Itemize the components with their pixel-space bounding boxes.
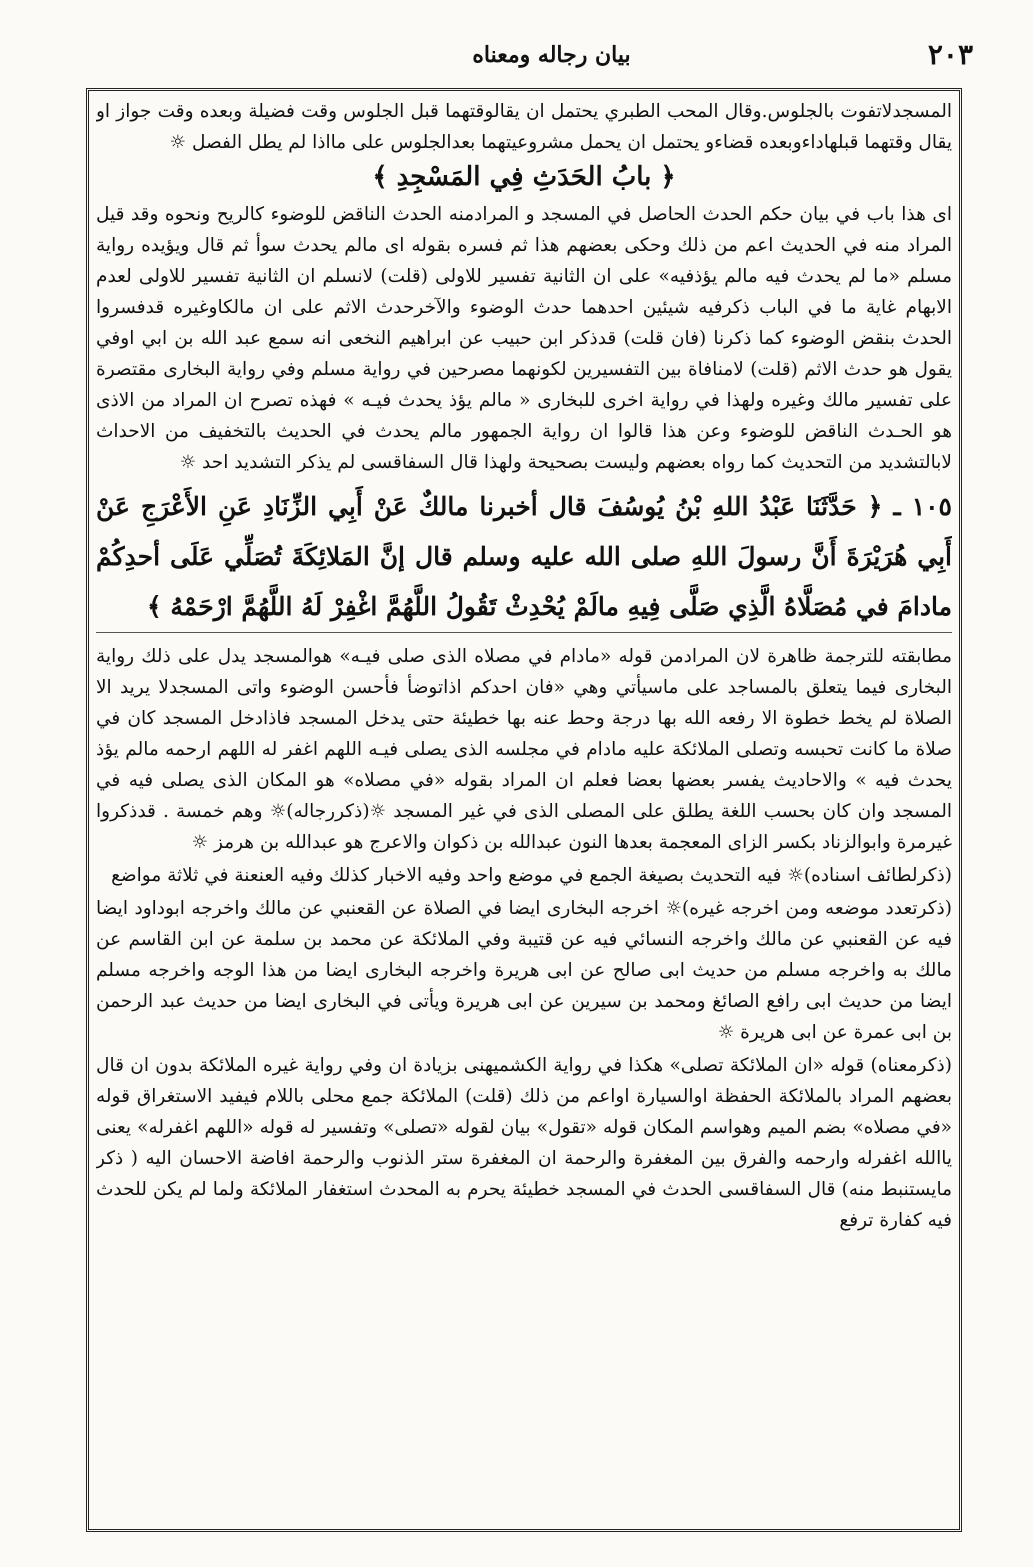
- running-title: بيان رجاله ومعناه: [472, 42, 631, 68]
- main-text: [96, 96, 952, 1524]
- chapter-heading: ﴿ بابُ الحَدَثِ فِي المَسْجِدِ ﴾: [372, 162, 676, 192]
- page-header: [130, 38, 973, 78]
- paragraph-continuation: المسجدلاتفوت بالجلوس.وقال المحب الطبري يحتمل ان يقالوقتهما قبل الجلوس وقت فضيلة وبعده وقت جواز او يقال وقتهما قبلهاداءوبعده قضاءو يحتمل ان يحمل مشروعيتهما بعدالجلوس على مااذا لم يطل الفصل ☼: [96, 101, 952, 153]
- paragraph-commentary: اى هذا باب في بيان حكم الحدث الحاصل في المسجد و المرادمنه الحدث الناقض للوضوء كالريح ونحوه وقد قيل المراد منه في الحديث اعم من ذلك وحكى بعضهم هذا ثم فسره بقوله اى مالم يحدث سوأ ثم قال ويؤيده رواية مسلم «ما لم يحدث فيه مالم يؤذفيه» على ان الثانية تفسير للاولى (قلت) لانسلم ان الثانية تفسير للاولى لعدم الابهام غاية ما في الباب ذكرفيه شيئين احدهما حدث الوضوء والآخرحدث الاثم على ان مالكاوغيره قدفسروا الحدث بنقض الوضوء كما ذكرنا (فان قلت) قدذكر ابن حبيب عن ابراهيم النخعى انه سمع عبد الله بن ابي اوفي يقول هو حدث الاثم (قلت) لامنافاة بين التفسيرين لكونهما مصرحين في رواية مسلم وفي رواية البخارى مقتصرة على تفسير مالك وغيره ولهذا في رواية اخرى للبخارى « مالم يؤذ يحدث فيـه » فهذه تصرح ان المراد من الاذى هو الحـدث الناقض للوضوء وعن هذا قالوا ان رواية الجمهور مالم يحدث في الحديث بالتخفيف من الاحداث لابالتشديد من التحديث كما رواه بعضهم وليست بصحيحة ولهذا قال السفاقسى لم يذكر التشديد احد ☼: [96, 204, 952, 473]
- paragraph-correspondence: مطابقته للترجمة ظاهرة لان المرادمن قوله «مادام في مصلاه الذى صلى فيـه» هوالمسجد يدل على ذلك رواية البخارى فيما يتعلق بالمساجد على ماسيأتي وهي «فان احدكم اذاتوضأ فأحسن الوضوء واتى المسجدلا يريد الا الصلاة لم يخط خطوة الا رفعه الله بها درجة وحط عنه بها خطيئة حتى يدخل المسجد فاذادخل المسجد كان في صلاة ما كانت تحبسه وتصلى الملائكة عليه مادام في مجلسه الذى يصلى فيـه اللهم اغفر له اللهم ارحمه مالم يؤذ يحدث فيه » والاحاديث يفسر بعضها بعضا فعلم ان المراد بقوله «في مصلاه» هو المكان الذى يصلى فيه في المسجد وان كان بحسب اللغة يطلق على المصلى الذى في غير المسجد ☼(ذكررجاله)☼ وهم خمسة . قدذكروا غيرمرة وابوالزناد بكسر الزاى المعجمة بعدها النون عبدالله بن ذكوان والاعرج هو عبدالله بن هرمز ☼: [96, 646, 952, 853]
- hadith-text: ١٠٥ ـ ﴿ حَدَّثَنَا عَبْدُ اللهِ بْنُ يُوسُفَ قال أخبرنا مالكٌ عَنْ أَبِي الزِّنَادِ عَنِ الأَعْرَجِ عَنْ أَبِي هُرَيْرَةَ أَنَّ رسولَ اللهِ صلى الله عليه وسلم قال إنَّ المَلائِكَةَ تُصَلِّي عَلَى أحدِكُمْ مادامَ في مُصَلَّاهُ الَّذِي صَلَّى فِيهِ مالَمْ يُحْدِثْ تَقُولُ اللَّهُمَّ اغْفِرْ لَهُ اللَّهُمَّ ارْحَمْهُ ﴾: [96, 482, 952, 633]
- section-meaning: (ذكرمعناه) قوله «ان الملائكة تصلى» هكذا في رواية الكشميهنى بزيادة ان وفي رواية غيره الملائكة بدون ان قال بعضهم المراد بالملائكة الحفظة اوالسيارة اواعم من ذلك (قلت) الملائكة جمع محلى باللام فيفيد الاستغراق قوله «في مصلاه» بضم الميم وهواسم المكان قوله «تقول» بيان لقوله «تصلى» وتفسير له قوله «اللهم اغفرله» يعنى ياالله اغفرله وارحمه والفرق بين المغفرة والرحمة ان المغفرة ستر الذنوب والرحمة افاضة الاحسان اليه ( ذكر مايستنبط منه) قال السفاقسى الحدث في المسجد خطيئة يحرم به المحدث استغفار الملائكة ولما لم يكن للحدث فيه كفارة ترفع: [96, 1055, 952, 1231]
- section-sources: (ذكرتعدد موضعه ومن اخرجه غيره)☼ اخرجه البخارى ايضا في الصلاة عن القعنبي عن مالك واخرجه ابوداود ايضا فيه عن القعنبي عن مالك واخرجه النسائي فيه عن قتيبة وفي الملائكة عن محمد بن سلمة عن ابن القاسم عن مالك به واخرجه مسلم من حديث ابى صالح عن ابى هريرة واخرجه البخارى ايضا من هذا الوجه واخرجه مسلم ايضا من حديث ابى رافع الصائغ ومحمد بن سيرين عن ابى هريرة ويأتى في البخارى ايضا من حديث عبد الرحمن بن ابى عمرة عن ابى هريرة ☼: [96, 898, 952, 1043]
- page-number: ٢٠٣: [927, 38, 973, 71]
- section-isnad: (ذكرلطائف اسناده)☼ فيه التحديث بصيغة الجمع في موضع واحد وفيه الاخبار كذلك وفيه العنعنة في ثلاثة مواضع: [111, 865, 952, 886]
